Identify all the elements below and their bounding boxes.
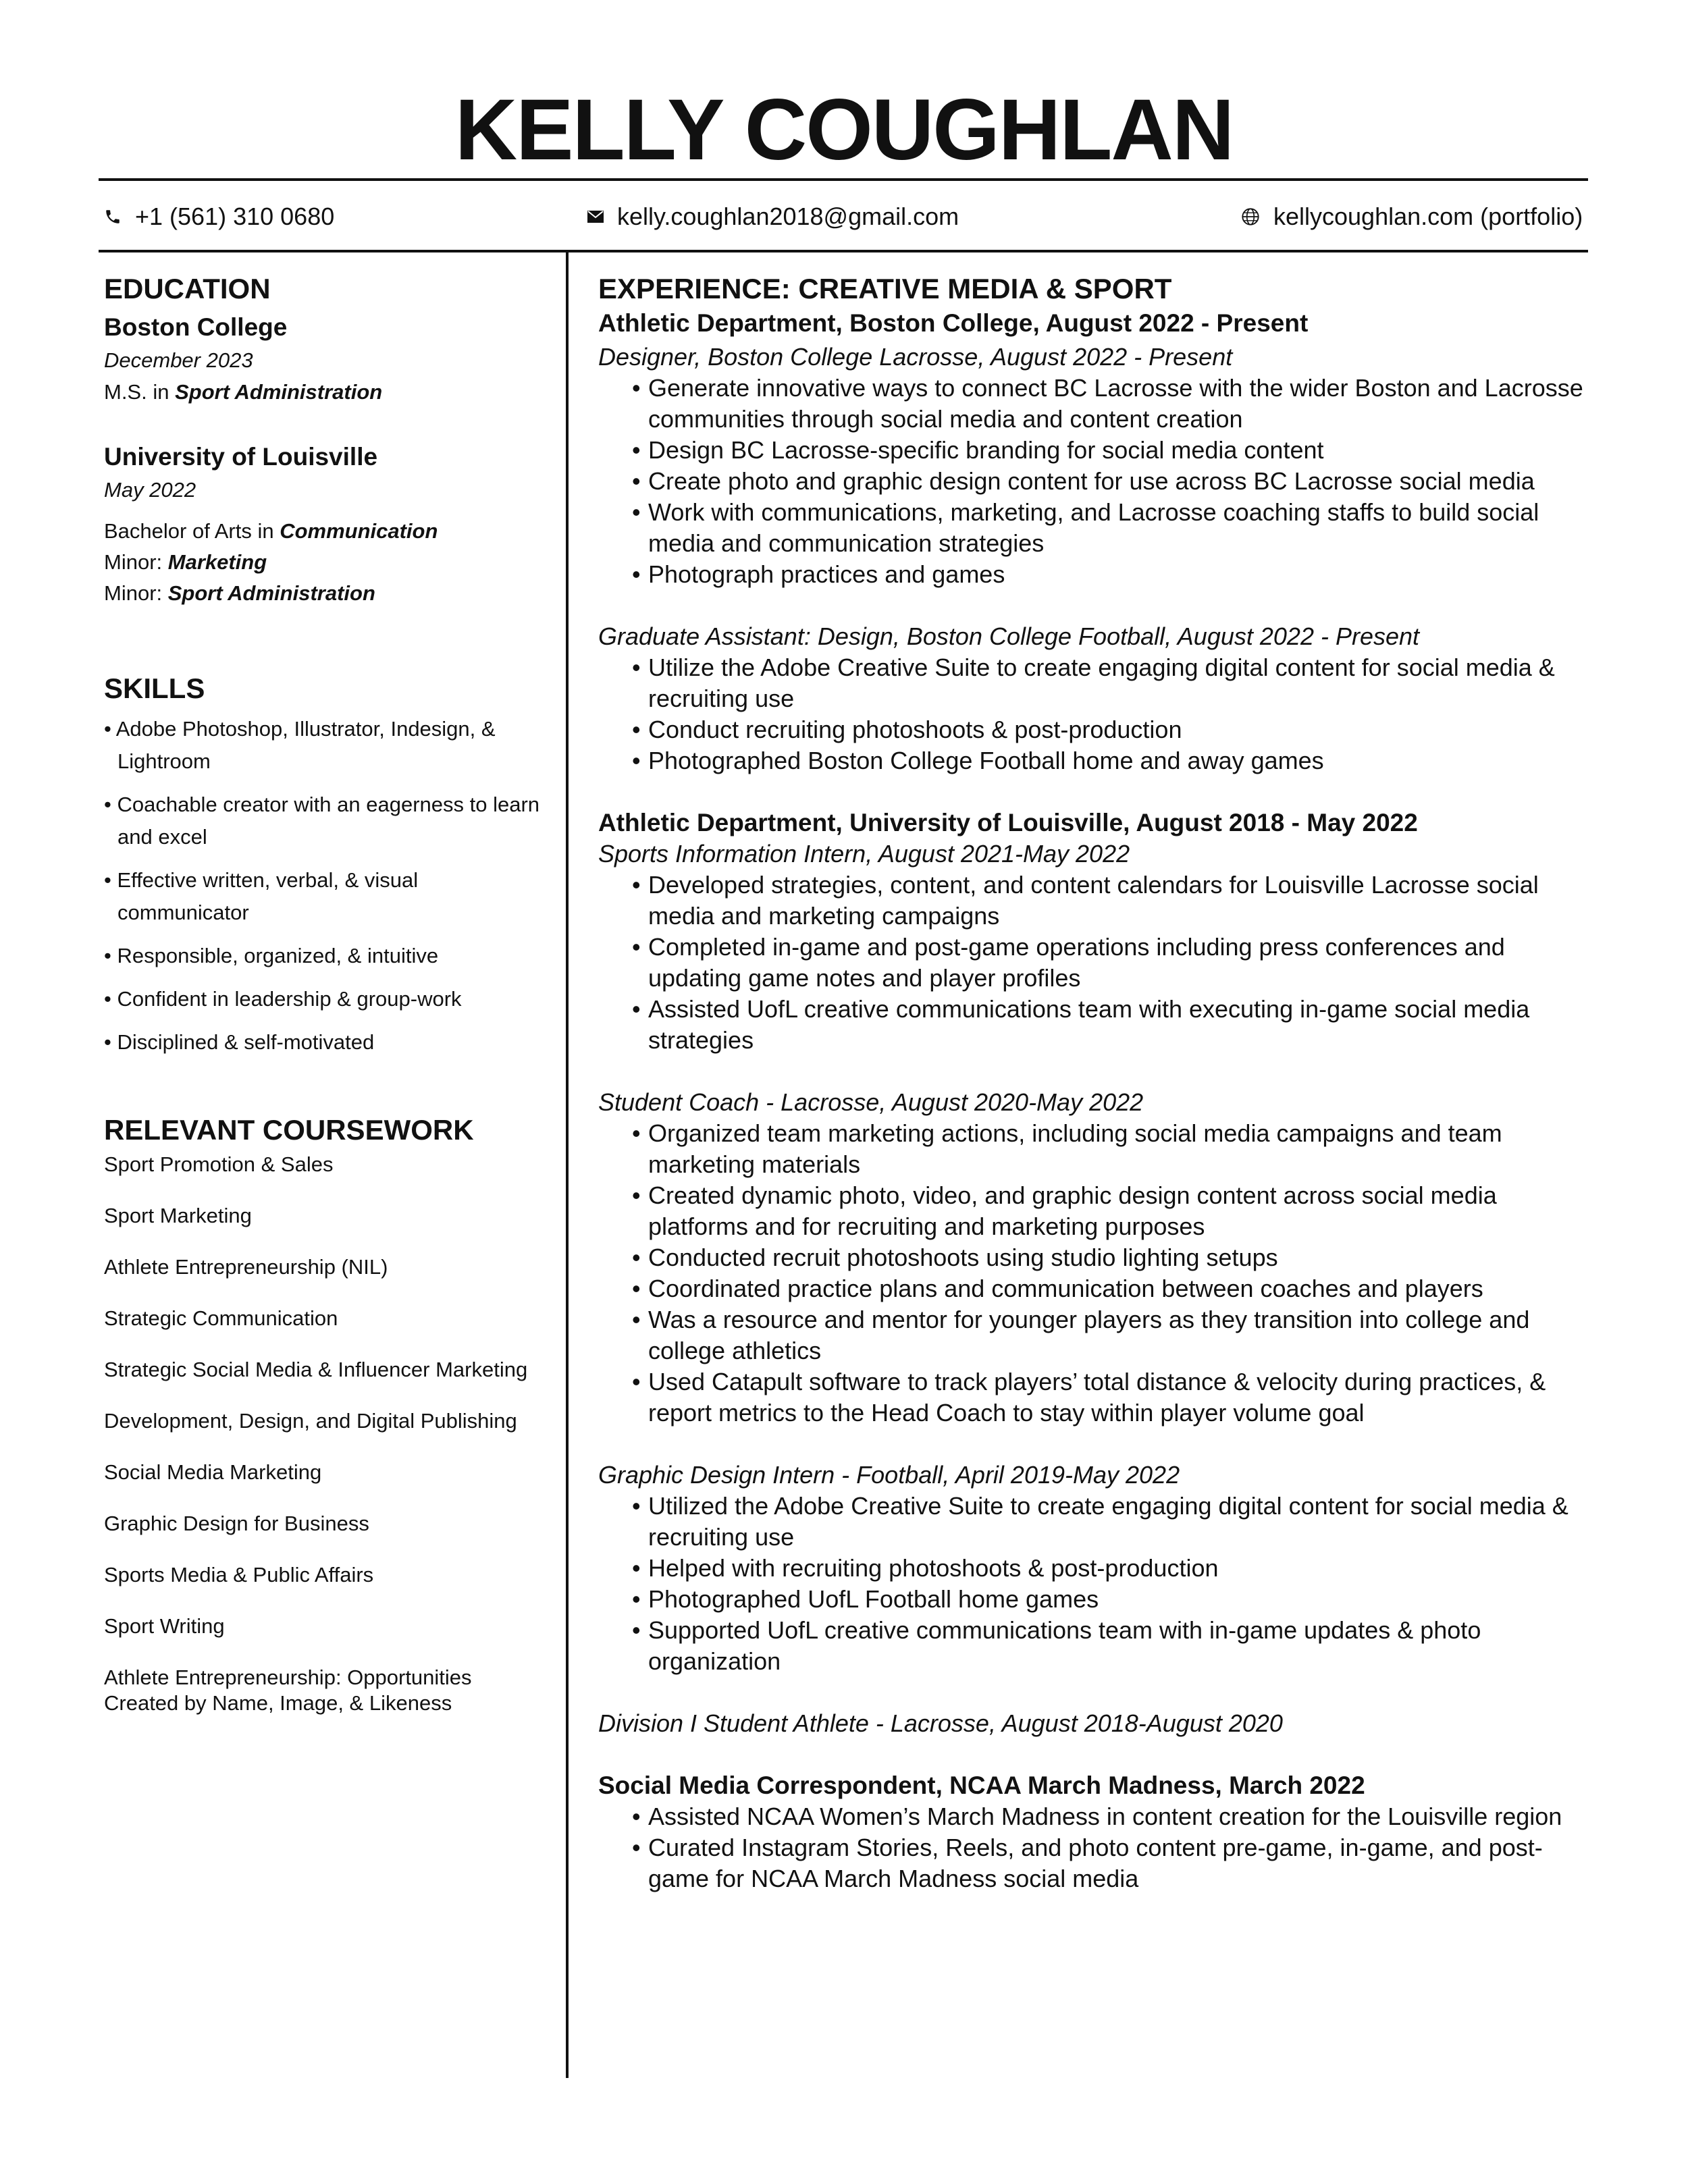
course-item: Strategic Communication	[104, 1306, 338, 1330]
course-item: Sport Marketing	[104, 1204, 252, 1227]
bullet-list	[598, 870, 1591, 1056]
bullet-item: • Assisted UofL creative communications team with executing in-game social media strategies	[632, 994, 1591, 1056]
bullet-item: • Developed strategies, content, and content calendars for Louisville Lacrosse social media and marketing campaigns	[632, 870, 1591, 932]
bullet-item: • Design BC Lacrosse-specific branding for social media content	[632, 435, 1591, 466]
org-heading: Athletic Department, Boston College, August 2022 - Present	[598, 309, 1309, 337]
education-entry	[104, 311, 543, 408]
bullet-item: • Conducted recruit photoshoots using studio lighting setups	[632, 1242, 1591, 1273]
education-entry	[104, 440, 543, 609]
bullet-item: • Organized team marketing actions, including social media campaigns and team marketing materials	[632, 1118, 1591, 1180]
bullet-item: • Photographed Boston College Football home and away games	[632, 745, 1591, 776]
coursework-list	[104, 1152, 543, 1716]
skill-item: • Coachable creator with an eagerness to learn and excel	[104, 793, 540, 849]
org-heading: Athletic Department, University of Louisville, August 2018 - May 2022	[598, 809, 1418, 836]
minor-field: Marketing	[167, 550, 267, 574]
phone-icon	[104, 208, 122, 225]
role-title: Graphic Design Intern - Football, April 2019-May 2022	[598, 1461, 1180, 1489]
org-heading: Social Media Correspondent, NCAA March Madness, March 2022	[598, 1772, 1365, 1799]
phone-number: +1 (561) 310 0680	[135, 203, 335, 230]
bullet-item: • Generate innovative ways to connect BC Lacrosse with the wider Boston and Lacrosse communities through social media and content creation	[632, 373, 1591, 435]
bullet-item: • Conduct recruiting photoshoots & post-production	[632, 714, 1591, 745]
bullet-item: • Coordinated practice plans and communication between coaches and players	[632, 1273, 1591, 1304]
role-title: Division I Student Athlete - Lacrosse, August 2018-August 2020	[598, 1709, 1283, 1737]
bullet-list	[598, 1801, 1591, 1894]
bullet-item: • Created dynamic photo, video, and graphic design content across social media platforms and for recruiting and marketing purposes	[632, 1180, 1591, 1242]
minor-line: Minor: Marketing	[104, 550, 267, 574]
school-name: Boston College	[104, 313, 288, 341]
minor-line: Minor: Sport Administration	[104, 581, 375, 605]
website-link[interactable]: kellycoughlan.com (portfolio)	[1273, 203, 1583, 230]
role-title: Sports Information Intern, August 2021-May 2022	[598, 840, 1130, 868]
contact-email	[587, 200, 959, 234]
education-title: EDUCATION	[104, 273, 271, 304]
bullet-item: • Was a resource and mentor for younger players as they transition into college and college athletics	[632, 1304, 1591, 1366]
course-item: Athlete Entrepreneurship (NIL)	[104, 1255, 388, 1279]
email-address[interactable]: kelly.coughlan2018@gmail.com	[617, 203, 959, 230]
resume-name: KELLY COUGHLAN	[454, 82, 1234, 178]
globe-icon	[1241, 207, 1260, 226]
bullet-item: • Curated Instagram Stories, Reels, and photo content pre-game, in-game, and post-game for NCAA March Madness social media	[632, 1832, 1591, 1894]
right-column	[598, 270, 1591, 1894]
school-date: December 2023	[104, 348, 253, 372]
skill-item: • Effective written, verbal, & visual communicator	[104, 868, 419, 924]
column-divider	[566, 251, 569, 2078]
bullet-list	[598, 652, 1591, 776]
skills-title: SKILLS	[104, 672, 205, 704]
bullet-list	[598, 1491, 1591, 1677]
header-rule-bottom	[99, 250, 1588, 252]
minor-field: Sport Administration	[167, 581, 375, 605]
bullet-item: • Create photo and graphic design content for use across BC Lacrosse social media	[632, 466, 1591, 497]
bullet-item: • Helped with recruiting photoshoots & post-production	[632, 1553, 1591, 1584]
bullet-item: • Photograph practices and games	[632, 559, 1591, 590]
header-rule-top	[99, 178, 1588, 181]
role-title: Student Coach - Lacrosse, August 2020-May 2022	[598, 1088, 1144, 1116]
experience-title: EXPERIENCE: CREATIVE MEDIA & SPORT	[598, 273, 1172, 304]
course-item: Sport Writing	[104, 1614, 225, 1638]
role-title: Graduate Assistant: Design, Boston College Football, August 2022 - Present	[598, 622, 1420, 650]
bullet-item: • Photographed UofL Football home games	[632, 1584, 1591, 1615]
degree-line: M.S. in Sport Administration	[104, 380, 383, 404]
bullet-item: • Supported UofL creative communications team with in-game updates & photo organization	[632, 1615, 1591, 1677]
degree-field: Communication	[280, 519, 438, 543]
course-item: Sport Promotion & Sales	[104, 1152, 334, 1176]
school-date: May 2022	[104, 478, 196, 502]
left-column	[104, 270, 543, 1716]
bullet-item: • Completed in-game and post-game operations including press conferences and updating game notes and player profiles	[632, 932, 1591, 994]
course-item: Development, Design, and Digital Publishing	[104, 1409, 517, 1433]
school-name: University of Louisville	[104, 443, 378, 471]
bullet-item: • Utilize the Adobe Creative Suite to create engaging digital content for social media & recruiting use	[632, 652, 1591, 714]
course-item: Strategic Social Media & Influencer Marketing	[104, 1358, 528, 1381]
course-item: Graphic Design for Business	[104, 1512, 369, 1535]
skill-item: • Confident in leadership & group-work	[104, 987, 462, 1011]
degree-field: Sport Administration	[175, 380, 383, 404]
degree-line: Bachelor of Arts in Communication	[104, 519, 438, 543]
course-item: Social Media Marketing	[104, 1460, 322, 1484]
bullet-list	[598, 1118, 1591, 1429]
role-title: Designer, Boston College Lacrosse, August 2022 - Present	[598, 343, 1233, 371]
bullet-item: • Used Catapult software to track players’ total distance & velocity during practices, & report metrics to the Head Coach to stay within player volume goal	[632, 1366, 1591, 1429]
bullet-item: • Work with communications, marketing, and Lacrosse coaching staffs to build social media and communication strategies	[632, 497, 1591, 559]
skill-item: • Adobe Photoshop, Illustrator, Indesign, & Lightroom	[104, 717, 496, 773]
bullet-item: • Assisted NCAA Women’s March Madness in content creation for the Louisville region	[632, 1801, 1591, 1832]
course-item: Sports Media & Public Affairs	[104, 1563, 374, 1587]
coursework-title: RELEVANT COURSEWORK	[104, 1114, 474, 1146]
contact-phone	[104, 200, 334, 234]
skill-item: • Responsible, organized, & intuitive	[104, 944, 439, 967]
skills-list	[104, 713, 543, 1059]
contact-website	[1241, 200, 1583, 234]
bullet-item: • Utilized the Adobe Creative Suite to create engaging digital content for social media & recruiting use	[632, 1491, 1591, 1553]
mail-icon	[587, 211, 604, 223]
course-item: Athlete Entrepreneurship: Opportunities Created by Name, Image, & Likeness	[104, 1666, 472, 1715]
bullet-list	[598, 373, 1591, 590]
skill-item: • Disciplined & self-motivated	[104, 1030, 375, 1054]
